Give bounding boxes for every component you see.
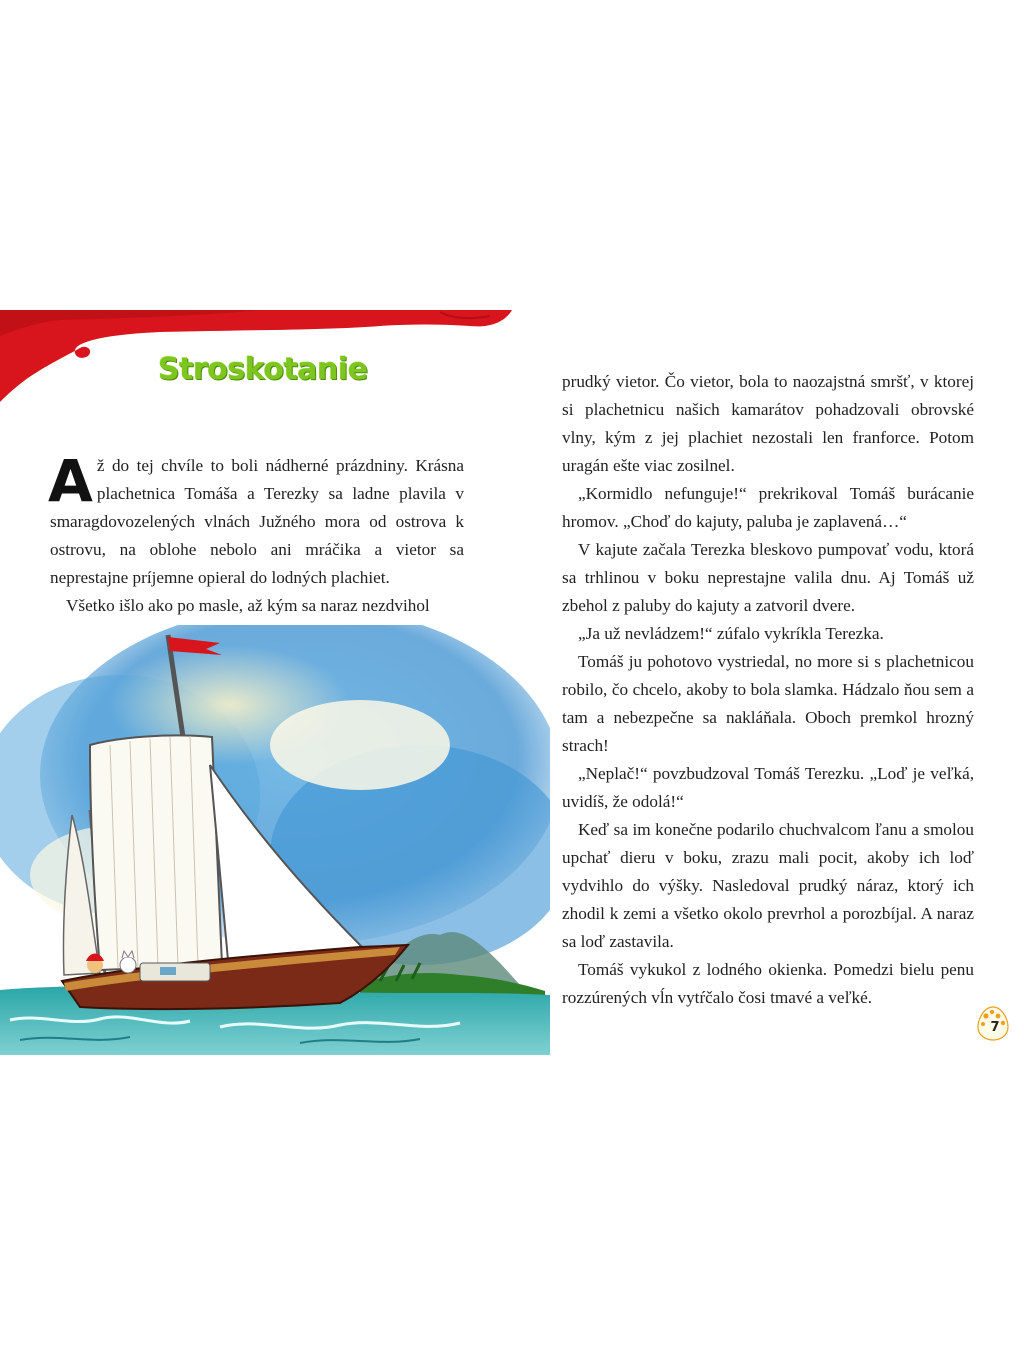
paragraph: „Ja už nevládzem!“ zúfalo vykríkla Terezka.: [578, 624, 884, 643]
left-page-text: [48, 447, 464, 620]
chapter-title: Stroskotanie: [158, 352, 368, 387]
paragraph: „Neplač!“ povzbudzoval Tomáš Terezku. „Loď je veľká, uvidíš, že odolá!“: [562, 764, 974, 811]
paragraph: V kajute začala Terezka bleskovo pumpovať vodu, ktorá sa trhlinou v boku neprestajne valila dnu. Aj Tomáš už zbehol z paluby do kajuty a zatvoril dvere.: [562, 540, 974, 615]
paragraph: prudký vietor. Čo vietor, bola to naozajstná smršť, v ktorej si plachetnicu našich kamarátov pohadzovali obrovské vlny, kým z jej plachiet nezostali len franforce. Potom uragán ešte viac zosilnel.: [562, 372, 974, 475]
paragraph: [48, 447, 464, 592]
sailboat-illustration: [0, 625, 550, 1055]
paragraph: Tomáš vykukol z lodného okienka. Pomedzi bielu penu rozzúrených vĺn vytŕčalo čosi tmavé a veľké.: [562, 960, 974, 1007]
paragraph: Keď sa im konečne podarilo chuchvalcom ľanu a smolou upchať dieru v boku, zrazu mali pocit, akoby ich loď vydvihlo do výšky. Nasledoval prudký náraz, ktorý ich zhodil k zemi a všetko okolo prevrhol a porozbíjal. A naraz sa loď zastavila.: [562, 820, 974, 951]
page-number: 7: [990, 1020, 1000, 1035]
paragraph: „Kormidlo nefunguje!“ prekrikoval Tomáš burácanie hromov. „Choď do kajuty, paluba je zaplavená…“: [562, 484, 974, 531]
paragraph: Všetko išlo ako po masle, až kým sa naraz nezdvihol: [66, 596, 430, 615]
right-page-text: [562, 368, 974, 1012]
paragraph-text: ž do tej chvíle to boli nádherné prázdniny. Krásna plachetnica Tomáša a Terezky sa ladne plavila v smaragdovozelených vlnách Južného mora od ostrova k ostrovu, na oblohe nebolo ani mráčika a vietor sa neprestajne príjemne opieral do lodných plachiet.: [50, 456, 464, 587]
paragraph: Tomáš ju pohotovo vystriedal, no more si s plachetnicou robilo, čo chcelo, akoby to bola slamka. Hádzalo ňou sem a tam a nebezpečne sa nakláňala. Oboch premkol hrozný strach!: [562, 652, 974, 755]
drop-cap-letter: A: [48, 447, 93, 515]
